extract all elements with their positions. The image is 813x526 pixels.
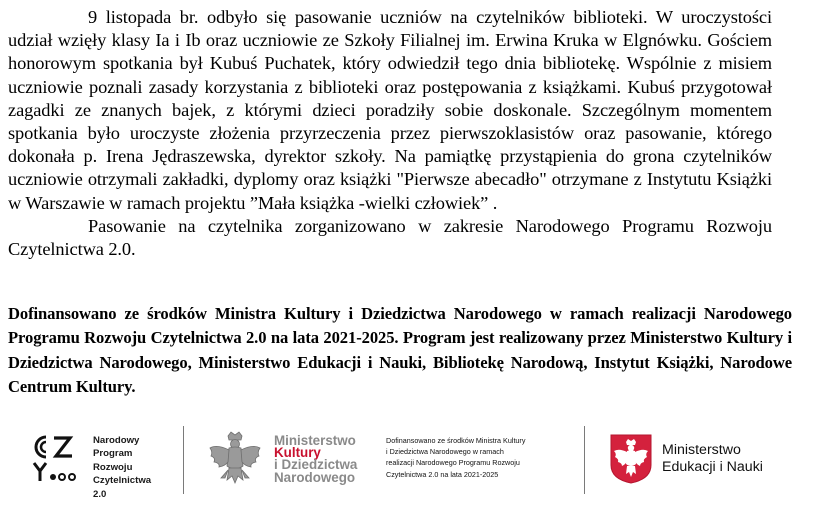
mkidn-name xyxy=(274,435,357,484)
nprcz-line: 2.0 xyxy=(93,488,107,500)
funding-small-line: Dofinansowano ze środków Ministra Kultury xyxy=(386,436,526,445)
funding-small-line: realizacji Narodowego Programu Rozwoju xyxy=(386,458,520,468)
mkidn-line: Narodowego xyxy=(274,469,356,485)
polish-eagle-grey-icon xyxy=(207,430,263,490)
funding-note: Dofinansowano ze środków Ministra Kultury i Dziedzictwa Narodowego w ramach realizacji Narodowego Programu Rozwoju Czytelnictwa 2.0 na lata 2021-2025. Program jest realizowany przez Ministerstwo Kultury i Dziedzictwa Narodowego, Ministerstwo Edukacji i Nauki, Bibliotekę Narodową, Instytut Książki, Narodowe Centrum Kultury. xyxy=(8,304,792,397)
mein-line: Edukacji i Nauki xyxy=(662,459,763,476)
mein-line: Ministerstwo xyxy=(662,442,741,458)
nprcz-line: Narodowy xyxy=(93,435,140,446)
mkidn-line: i Dziedzictwa xyxy=(274,457,358,473)
article-paragraph-2: Pasowanie na czytelnika zorganizowano w zakresie Narodowego Programu Rozwoju Czytelnictwa 2.0. xyxy=(8,215,772,260)
nprcz-line: Program xyxy=(93,448,133,460)
footer-logos xyxy=(0,420,813,500)
funding-small-line: Czytelnictwa 2.0 na lata 2021-2025 xyxy=(386,469,499,479)
nprcz-name xyxy=(93,434,151,501)
article-paragraph-1: 9 listopada br. odbyło się pasowanie uczniów na czytelników biblioteki. W uroczystości udział wzięły klasy Ia i Ib oraz uczniowie ze Szkoły Filialnej im. Erwina Kruka w Elgnówku. Gościem honorowym spotkania był Kubuś Puchatek, który odwiedził tego dnia bibliotekę. Wspólnie z misiem uczniowie poznali zasady korzystania z biblioteki oraz postępowania z książkami. Kubuś przygotował zagadki ze znanych bajek, z którymi dzieci poradziły sobie doskonale. Szczególnym momentem spotkania było uroczyste złożenia przyrzeczenia przez pierwszoklasistów oraz pasowanie, którego dokonała p. Irena Jędraszewska, dyrektor szkoły. Na pamiątkę przystąpienia do grona czytelników uczniowie otrzymali zakładki, dyplomy oraz książki "Pierwsze abecadło" otrzymane z Instytutu Książki w Warszawie w ramach projektu ”Mała książka -wielki człowiek” . xyxy=(8,7,772,213)
article xyxy=(8,6,772,261)
funding-small-line: i Dziedzictwa Narodowego w ramach xyxy=(386,447,504,457)
mkidn-line: Ministerstwo xyxy=(274,433,356,448)
divider xyxy=(584,426,585,494)
mkidn-line: Kultury xyxy=(274,445,321,461)
funding-small-text xyxy=(386,435,571,480)
nprcz-logo-icon xyxy=(32,434,80,484)
mein-name xyxy=(662,442,763,477)
polish-eagle-red-shield-icon xyxy=(609,433,653,485)
nprcz-line: Rozwoju xyxy=(93,461,133,473)
nprcz-line: Czytelnictwa xyxy=(93,475,152,487)
divider xyxy=(183,426,184,494)
